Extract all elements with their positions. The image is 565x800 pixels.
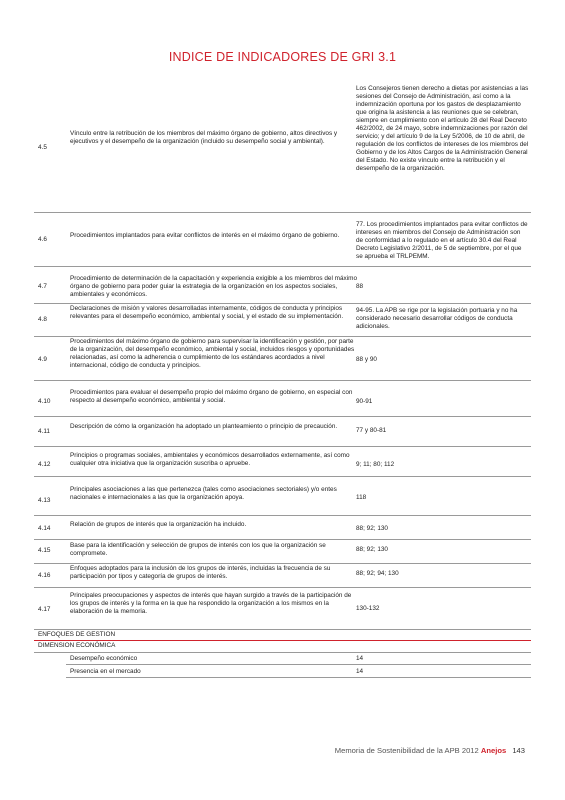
- table-row: [34, 336, 531, 381]
- row-description: Enfoques adoptados para la inclusión de los grupos de interés, incluidas la frecuencia de su participación por tipos y categoría de grupos de interés.: [70, 565, 331, 580]
- row-code: 4.9: [38, 356, 47, 363]
- section-title: DIMENSION ECONÓMICA: [38, 642, 116, 649]
- row-answer: 88 y 90: [356, 356, 377, 363]
- table-row: [34, 212, 531, 267]
- row-answer: 94-95. La APB se rige por la legislación portuaria y no ha considerado necesario desarrollar códigos de conducta adicionales.: [356, 307, 518, 330]
- row-code: 4.16: [38, 572, 51, 579]
- row-description: Presencia en el mercado: [70, 668, 141, 675]
- row-answer: 118: [356, 494, 367, 501]
- row-code: 4.8: [38, 316, 47, 323]
- table-row: [34, 303, 531, 337]
- table-row: [34, 476, 531, 516]
- row-code: 4.6: [38, 236, 47, 243]
- table-row: [34, 446, 531, 477]
- table-row: [34, 563, 531, 588]
- table-row: [34, 266, 531, 304]
- page-title: INDICE DE INDICADORES DE GRI 3.1: [168, 50, 397, 64]
- row-answer: 77 y 80-81: [356, 427, 387, 434]
- row-answer: Los Consejeros tienen derecho a dietas por asistencias a las sesiones del Consejo de Administración, así como a la indemnización oportuna por los gastos de desplazamiento que origina la asistencia a las reuniones que se celebran, siempre en cumplimiento con el artículo 28 del Real Decreto 462/2002, de 24 mayo, sobre indemnizaciones por razón del servicio; y del artículo 9 de la Ley 5/2006, de 10 de abril, de regulación de los conflictos de intereses de los miembros del Gobierno y de los Altos Cargos de la Administración General del Estado. No existe vínculo entre la retribución y el desempeño de la organización.: [356, 85, 529, 172]
- row-description: Procedimientos implantados para evitar conflictos de interés en el máximo órgano de gobierno.: [70, 232, 340, 239]
- row-description: Procedimientos del máximo órgano de gobierno para supervisar la identificación y gestión, por parte de la organización, del desempeño económico, ambiental y social, incluidos riesgos y oportunidades relacionadas, así como la adherencia o cumplimiento de los estándares acordados a nivel internacional, código de conducta y principios.: [70, 338, 355, 369]
- list-item: [34, 652, 531, 665]
- row-description: Vínculo entre la retribución de los miembros del máximo órgano de gobierno, altos directivos y ejecutivos y el desempeño de la organización (incluido su desempeño social y ambiental).: [70, 130, 338, 145]
- table-row: [34, 416, 531, 447]
- section-title: ENFOQUES DE GESTION: [38, 631, 116, 638]
- row-description: Principios o programas sociales, ambientales y económicos desarrollados externamente, así como cualquier otra iniciativa que la organización suscriba o apruebe.: [70, 452, 350, 467]
- page-footer: [335, 746, 525, 755]
- row-answer: 88; 92; 130: [356, 546, 388, 553]
- row-answer: 88: [356, 283, 364, 290]
- row-description: Base para la identificación y selección de grupos de interés con los que la organización se compromete.: [70, 542, 326, 557]
- table-row: [34, 539, 531, 564]
- row-code: 4.15: [38, 547, 51, 554]
- row-answer: 90-91: [356, 398, 373, 405]
- footer-section: Anejos: [480, 746, 507, 755]
- row-code: 4.12: [38, 461, 51, 468]
- row-code: 4.5: [38, 144, 47, 151]
- row-code: 4.7: [38, 283, 47, 290]
- row-description: Procedimientos para evaluar el desempeño propio del máximo órgano de gobierno, en especial con respecto al desempeño económico, ambiental y social.: [70, 389, 353, 404]
- row-description: Principales asociaciones a las que pertenezca (tales como asociaciones sectoriales) y/o entes nacionales e internacionales a las que la organización apoya.: [70, 486, 337, 501]
- row-answer: 130-132: [356, 605, 380, 612]
- table-row: [34, 587, 531, 630]
- row-description: Desempeño económico: [70, 655, 138, 662]
- list-item: [34, 665, 531, 678]
- row-code: 4.17: [38, 606, 51, 613]
- table-row: [34, 84, 531, 213]
- row-description: Relación de grupos de interés que la organización ha incluido.: [70, 521, 247, 528]
- row-answer: 77. Los procedimientos implantados para evitar conflictos de intereses en miembros del Consejo de Administración son de conformidad a lo regulado en el artículo 30.4 del Real Decreto Legislativo 2/2011, de 5 de septiembre, por el que se aprueba el TRLPEMM.: [356, 221, 528, 260]
- row-code: 4.10: [38, 398, 51, 405]
- table-row: [34, 380, 531, 417]
- row-code: 4.14: [38, 525, 51, 532]
- table-row: [34, 515, 531, 540]
- row-answer: 88; 92; 94; 130: [356, 570, 399, 577]
- row-answer: 14: [356, 655, 364, 662]
- row-description: Principales preocupaciones y aspectos de interés que hayan surgido a través de la participación de los grupos de interés y la forma en la que ha respondido la organización a los mismos en la elaboración de la memoria.: [70, 592, 352, 615]
- row-description: Declaraciones de misión y valores desarrolladas internamente, códigos de conducta y principios relevantes para el desempeño económico, ambiental y social, y el estado de su implementación.: [70, 305, 344, 320]
- row-divider: [66, 677, 531, 678]
- row-answer: 88; 92; 130: [356, 525, 388, 532]
- row-answer: 14: [356, 668, 364, 675]
- footer-title: Memoria de Sostenibilidad de la APB 2012: [334, 746, 479, 755]
- page-number: 143: [512, 746, 525, 755]
- row-answer: 9; 11; 80; 112: [356, 461, 395, 468]
- row-description: Procedimiento de determinación de la capacitación y experiencia exigible a los miembros del máximo órgano de gobierno para poder guiar la estrategia de la organización en los aspectos sociales, ambientales y económicos.: [70, 275, 358, 298]
- row-code: 4.11: [38, 428, 50, 435]
- row-description: Descripción de cómo la organización ha adoptado un planteamiento o principio de precaución.: [70, 423, 338, 430]
- row-code: 4.13: [38, 497, 51, 504]
